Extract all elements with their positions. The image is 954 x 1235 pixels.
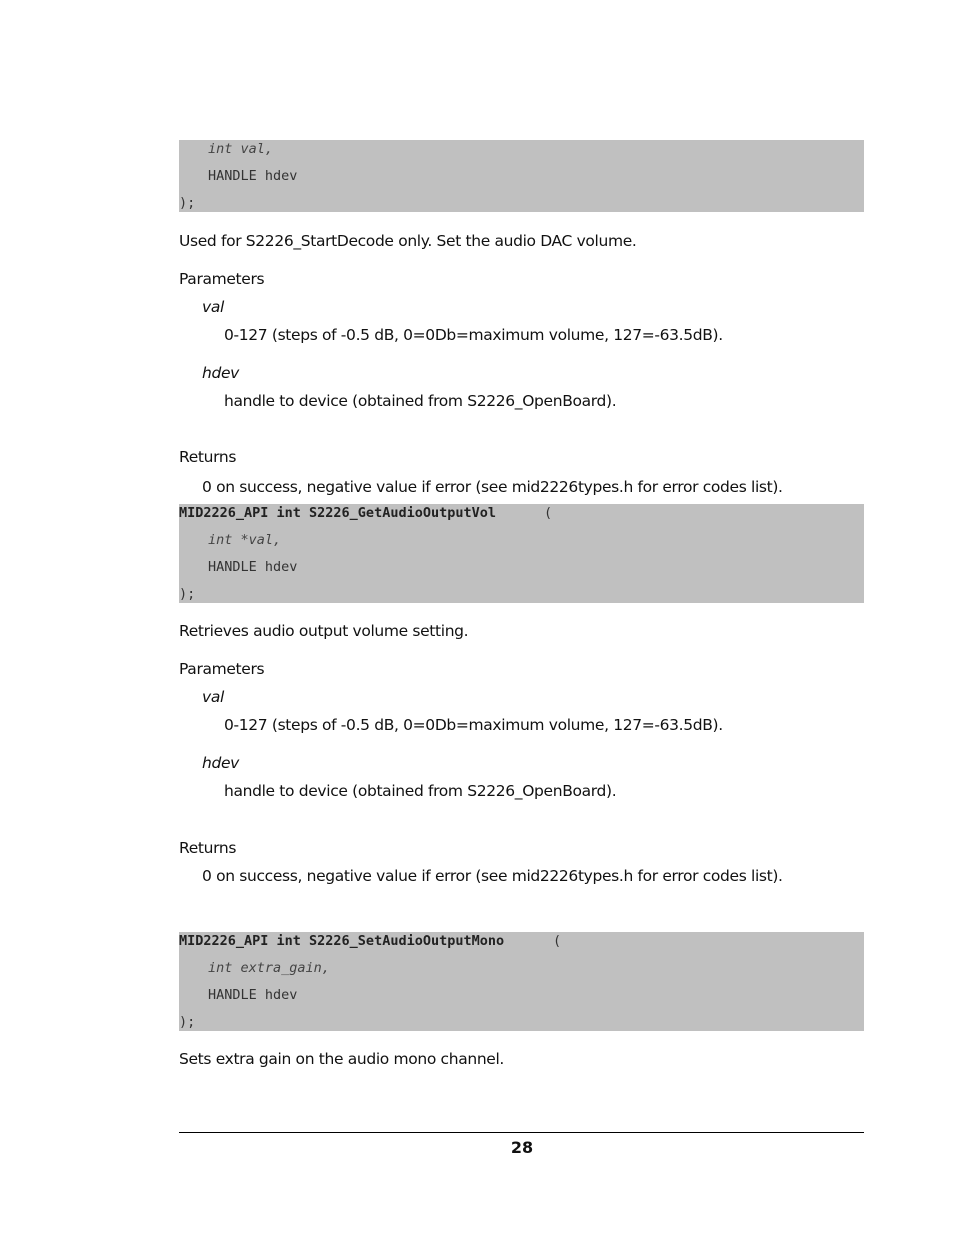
code-arg-hdev: HANDLE hdev (208, 168, 298, 184)
code-arg-val: int val, (208, 141, 274, 157)
code-open-paren: ( (553, 933, 562, 949)
function-signature: MID2226_API int S2226_GetAudioOutputVol (179, 505, 496, 521)
returns-description: 0 on success, negative value if error (see mid2226types.h for error codes list). (202, 478, 783, 496)
code-close: ); (179, 1014, 196, 1030)
returns-heading: Returns (179, 448, 237, 466)
footer-rule (179, 1132, 864, 1133)
parameters-heading: Parameters (179, 660, 265, 678)
param-name: val (202, 298, 224, 316)
code-arg-extra-gain: int extra_gain, (208, 960, 330, 976)
function-description: Used for S2226_StartDecode only. Set the audio DAC volume. (179, 232, 637, 250)
function-description: Sets extra gain on the audio mono channel. (179, 1050, 505, 1068)
param-description: handle to device (obtained from S2226_OpenBoard). (224, 782, 617, 800)
code-close: ); (179, 586, 196, 602)
function-signature: MID2226_API int S2226_SetAudioOutputMono (179, 933, 505, 949)
returns-description: 0 on success, negative value if error (see mid2226types.h for error codes list). (202, 867, 783, 885)
code-open-paren: ( (544, 505, 553, 521)
code-block-3 (179, 932, 864, 1031)
page-number: 28 (510, 1138, 534, 1157)
code-close: ); (179, 195, 196, 211)
param-description: handle to device (obtained from S2226_OpenBoard). (224, 392, 617, 410)
function-description: Retrieves audio output volume setting. (179, 622, 469, 640)
code-block-1 (179, 140, 864, 212)
code-arg-hdev: HANDLE hdev (208, 987, 298, 1003)
param-name: val (202, 688, 224, 706)
param-name: hdev (202, 754, 239, 772)
param-description: 0-127 (steps of -0.5 dB, 0=0Db=maximum volume, 127=-63.5dB). (224, 326, 723, 344)
param-name: hdev (202, 364, 239, 382)
parameters-heading: Parameters (179, 270, 265, 288)
code-arg-val: int *val, (208, 532, 282, 548)
code-block-2 (179, 504, 864, 603)
param-description: 0-127 (steps of -0.5 dB, 0=0Db=maximum volume, 127=-63.5dB). (224, 716, 723, 734)
code-arg-hdev: HANDLE hdev (208, 559, 298, 575)
returns-heading: Returns (179, 839, 237, 857)
